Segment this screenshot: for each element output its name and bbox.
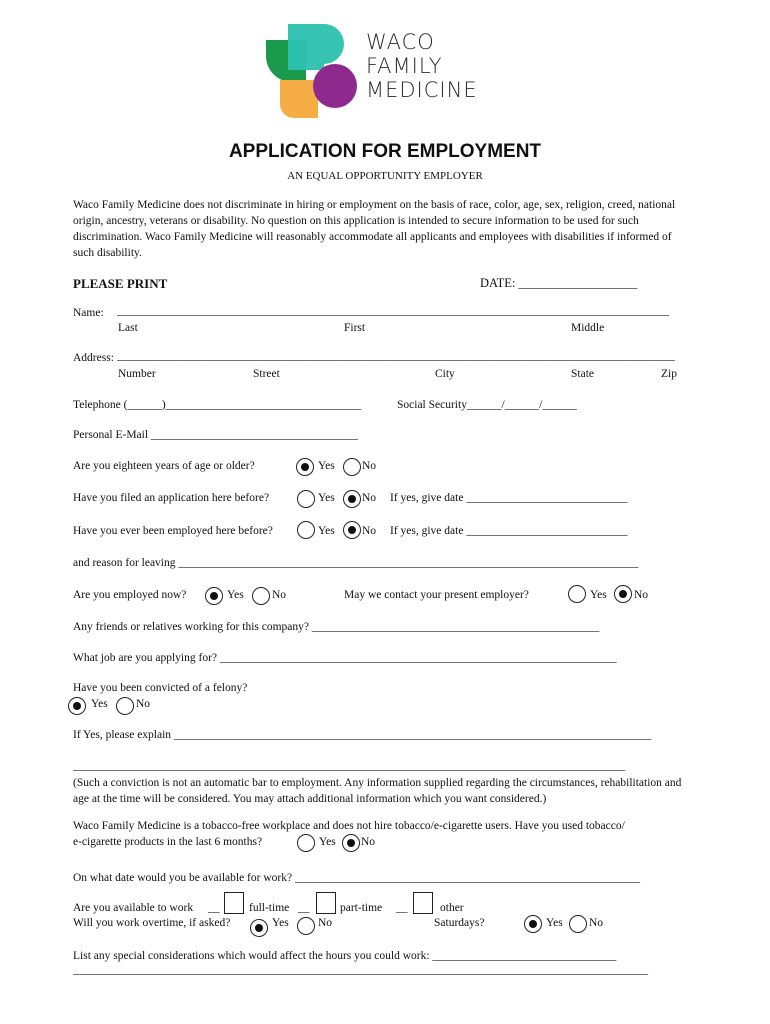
felony-yes-label: Yes [91,698,108,710]
tobacco-yes-label: Yes [319,836,336,848]
address-city-caption: City [435,368,455,380]
waco-family-medicine-logo [266,24,362,118]
tobacco-no-radio[interactable] [342,834,360,852]
q-contact-text: May we contact your present employer? [344,589,529,601]
saturdays-yes-label: Yes [546,917,563,929]
q-employed-now-no-radio[interactable] [252,587,270,605]
overtime-no-label: No [318,917,333,929]
q-filed-date-field[interactable]: If yes, give date ____________________________ [390,492,628,504]
telephone-field[interactable]: Telephone (______)__________________________________ [73,399,362,411]
q-employed-before-no-label: No [362,525,377,537]
q-filed-no-label: No [362,492,377,504]
parttime-label: part-time [340,902,383,914]
intro-paragraph: Waco Family Medicine does not discriminate in hiring or employment on the basis of race, color, age, sex, religion, creed, national origin, ancestry, veterans or disability. No question on this application is intended to secure information to be used for such discrimination. Waco Family Medicine will reasonably accommodate all applicants and employees with disabilities if informed of such disability. [73,199,676,259]
fulltime-checkbox[interactable] [224,892,244,914]
felony-no-radio[interactable] [116,697,134,715]
address-zip-caption: Zip [661,368,677,380]
saturdays-no-radio[interactable] [569,915,587,933]
q18-no-label: No [362,460,377,472]
overtime-text: Will you work overtime, if asked? [73,917,231,929]
felony-explain-line[interactable]: ________________________________________________________________________________________________ [73,760,625,772]
overtime-yes-label: Yes [272,917,289,929]
felony-text: Have you been convicted of a felony? [73,682,248,694]
fulltime-blank: __ [208,902,220,914]
conviction-note: (Such a conviction is not an automatic bar to employment. Any information supplied regarding the circumstances, rehabilitation and age at the time will be considered. You may attach additional information which you want considered.) [73,777,682,805]
q-filed-yes-label: Yes [318,492,335,504]
q18-yes-radio[interactable] [296,458,314,476]
felony-no-label: No [136,698,151,710]
parttime-blank: __ [298,902,310,914]
q-contact-yes-radio[interactable] [568,585,586,603]
name-field[interactable]: ________________________________________________________________________________________________ [117,305,669,317]
email-field[interactable]: Personal E-Mail ____________________________________ [73,429,358,441]
q-filed-text: Have you filed an application here before? [73,492,270,504]
felony-explain-field[interactable]: If Yes, please explain ___________________________________________________________________________________ [73,729,652,741]
q-contact-no-label: No [634,589,649,601]
name-last-caption: Last [118,322,138,334]
availability-label: Are you available to work [73,902,194,914]
felony-yes-radio[interactable] [68,697,86,715]
page-title: APPLICATION FOR EMPLOYMENT [228,141,542,162]
q18-no-radio[interactable] [343,458,361,476]
address-label: Address: [73,352,114,364]
q-employed-before-text: Have you ever been employed here before? [73,525,273,537]
other-blank: __ [396,902,408,914]
available-date-field[interactable]: On what date would you be available for work? ____________________________________________________________ [73,872,640,884]
q-contact-yes-label: Yes [590,589,607,601]
overtime-yes-radio[interactable] [250,919,268,937]
logo-orange-shape [280,80,318,118]
logo-teal-shape [288,24,344,70]
job-applying-field[interactable]: What job are you applying for? _____________________________________________________________________ [73,652,617,664]
q-employed-now-text: Are you employed now? [73,589,187,601]
q-employed-before-yes-label: Yes [318,525,335,537]
address-number-caption: Number [118,368,156,380]
tobacco-yes-radio[interactable] [297,834,315,852]
fulltime-label: full-time [249,902,290,914]
name-first-caption: First [344,322,366,334]
saturdays-text: Saturdays? [434,917,485,929]
overtime-no-radio[interactable] [297,917,315,935]
friends-relatives-field[interactable]: Any friends or relatives working for this company? __________________________________________________ [73,621,600,633]
name-label: Name: [73,307,104,319]
special-considerations-line[interactable]: ____________________________________________________________________________________________________ [73,964,648,976]
saturdays-no-label: No [589,917,604,929]
please-print-label: PLEASE PRINT [73,276,168,291]
other-checkbox[interactable] [413,892,433,914]
tobacco-text-line1: Waco Family Medicine is a tobacco-free workplace and does not hire tobacco/e-cigarette users. Have you used tobacco/ [73,820,625,832]
saturdays-yes-radio[interactable] [524,915,542,933]
q-employed-before-no-radio[interactable] [343,521,361,539]
q-contact-no-radio[interactable] [614,585,632,603]
q-employed-now-yes-radio[interactable] [205,587,223,605]
q-filed-no-radio[interactable] [343,490,361,508]
parttime-checkbox[interactable] [316,892,336,914]
q-filed-yes-radio[interactable] [297,490,315,508]
address-street-caption: Street [253,368,280,380]
other-label: other [440,902,464,914]
q-employed-before-yes-radio[interactable] [297,521,315,539]
social-security-field[interactable]: Social Security______/______/______ [397,399,577,411]
q-employed-now-no-label: No [272,589,287,601]
logo-wordmark: WACO FAMILY MEDICINE [366,30,478,102]
tobacco-text-line2: e-cigarette products in the last 6 months? [73,836,263,848]
q-employed-before-date-field[interactable]: If yes, give date ____________________________ [390,525,628,537]
logo-purple-shape [313,64,357,108]
date-field[interactable]: DATE: ___________________ [480,276,638,290]
q18-text: Are you eighteen years of age or older? [73,460,255,472]
address-field[interactable]: _________________________________________________________________________________________________ [117,350,675,362]
address-state-caption: State [571,368,594,380]
page-subtitle: AN EQUAL OPPORTUNITY EMPLOYER [287,170,483,182]
reason-leaving-field[interactable]: and reason for leaving ________________________________________________________________________________ [73,557,639,569]
special-considerations-field[interactable]: List any special considerations which would affect the hours you could work: ________________________________ [73,950,617,962]
q18-yes-label: Yes [318,460,335,472]
name-middle-caption: Middle [571,322,605,334]
tobacco-no-label: No [361,836,376,848]
q-employed-now-yes-label: Yes [227,589,244,601]
